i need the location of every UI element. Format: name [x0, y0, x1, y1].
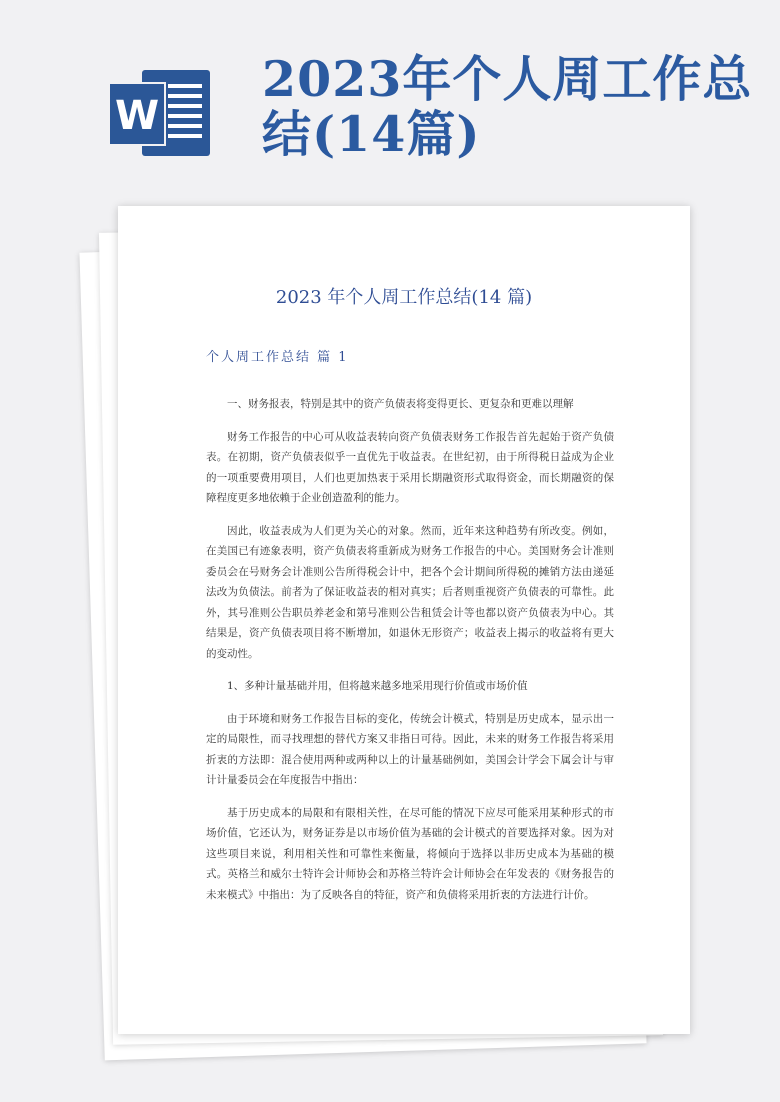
section-heading: 个人周工作总结 篇 1: [206, 350, 349, 365]
word-document-icon: [108, 70, 210, 156]
paragraph: 基于历史成本的局限和有限相关性，在尽可能的情况下应尽可能采用某种形式的市场价值，它还认为，财务证券是以市场价值为基础的会计模式的首要选择对象。因为对这些项目来说，利用相关性和可靠性来衡量，将倾向于选择以非历史成本为基础的模式。英格兰和威尔士特许会计师协会和苏格兰特许会计师协会在年发表的《财务报告的未来模式》中指出：为了反映各自的特征，资产和负债将采用折衷的方法进行计价。: [206, 806, 614, 901]
paragraph: 由于环境和财务工作报告目标的变化，传统会计模式，特别是历史成本，显示出一定的局限性，而寻找理想的替代方案又非指日可待。因此，未来的财务工作报告将采用折衷的方法即：混合使用两种或两种以上的计量基础例如，美国会计学会下属会计与审计计量委员会在年度报告中指出：: [206, 712, 614, 786]
word-letter-badge: W: [108, 82, 166, 146]
paragraph: 财务工作报告的中心可从收益表转向资产负债表财务工作报告首先起始于资产负债表。在初期，资产负债表似乎一直优先于收益表。在世纪初，由于所得税日益成为企业的一项重要费用项目，人们也更加热衷于采用长期融资形式取得资金，而长期融资的保障程度更多地依赖于企业创造盈利的能力。: [206, 430, 614, 504]
page-title: 2023年个人周工作总结(14篇): [262, 50, 753, 163]
document-body: [206, 394, 614, 917]
paragraph: 一、财务报表，特别是其中的资产负债表将变得更长、更复杂和更难以理解: [227, 398, 574, 410]
document-title: 2023 年个人周工作总结(14 篇): [275, 287, 533, 308]
document-page[interactable]: [118, 206, 690, 1034]
paragraph: 1、多种计量基础并用，但将越来越多地采用现行价值或市场价值: [227, 680, 528, 692]
paragraph: 因此，收益表成为人们更为关心的对象。然而，近年来这种趋势有所改变。例如，在美国已有迹象表明，资产负债表将重新成为财务工作报告的中心。美国财务会计准则委员会在号财务会计准则公告所得税会计中，把各个会计期间所得税的摊销方法由递延法改为负债法。前者为了保证收益表的相对真实；后者则重视资产负债表的可靠性。此外，其号准则公告职员养老金和第号准则公告租赁会计等也都以资产负债表为中心。其结果是，资产负债表项目将不断增加，如退休无形资产；收益表上揭示的收益将有更大的变动性。: [206, 524, 614, 660]
